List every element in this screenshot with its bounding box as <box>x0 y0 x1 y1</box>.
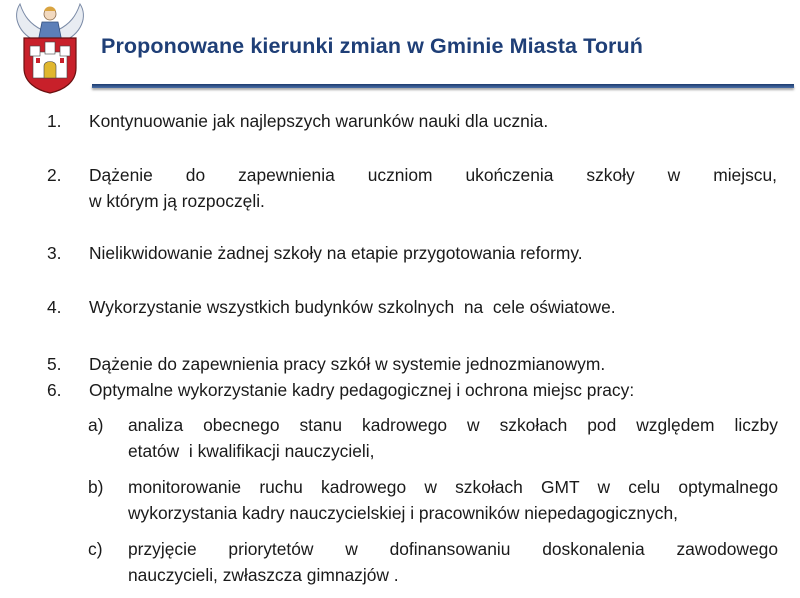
sub-item-text-line-2: nauczycieli, zwłaszcza gimnazjów . <box>128 565 399 585</box>
list-item-text: Optymalne wykorzystanie kadry pedagogicznej i ochrona miejsc pracy: <box>89 380 635 400</box>
torun-crest-logo <box>8 2 92 94</box>
list-item-number: 5. <box>47 354 62 374</box>
list-item-text: Kontynuowanie jak najlepszych warunków nauki dla ucznia. <box>89 111 549 131</box>
list-item-text: Wykorzystanie wszystkich budynków szkolnych na cele oświatowe. <box>89 297 616 317</box>
list-item-number: 3. <box>47 243 62 263</box>
list-item-number: 6. <box>47 380 62 400</box>
sub-item-text-line-1: przyjęcie priorytetów w dofinansowaniu doskonalenia zawodowego <box>128 539 778 559</box>
sub-item-text-line-1: analiza obecnego stanu kadrowego w szkołach pod względem liczby <box>128 415 778 435</box>
sub-item-letter: b) <box>88 477 104 497</box>
list-item-number: 2. <box>47 165 62 185</box>
slide-title: Proponowane kierunki zmian w Gminie Miasta Toruń <box>101 34 643 58</box>
sub-item-letter: a) <box>88 415 104 435</box>
angel-wing-right-icon <box>58 4 83 42</box>
list-item-text-line-2: w którym ją rozpoczęli. <box>89 191 265 211</box>
sub-item-text-line-1: monitorowanie ruchu kadrowego w szkołach GMT w celu optymalnego <box>128 477 778 497</box>
title-underline <box>92 84 794 88</box>
list-item-text: Nielikwidowanie żadnej szkoły na etapie przygotowania reformy. <box>89 243 583 263</box>
sub-item-text-line-2: etatów i kwalifikacji nauczycieli, <box>128 441 375 461</box>
sub-item-letter: c) <box>88 539 103 559</box>
sub-item-text-line-2: wykorzystania kadry nauczycielskiej i pracowników niepedagogicznych, <box>128 503 678 523</box>
list-item-text: Dążenie do zapewnienia pracy szkół w systemie jednozmianowym. <box>89 354 606 374</box>
list-item-text-line-1: Dążenie do zapewnienia uczniom ukończenia szkoły w miejscu, <box>89 165 777 185</box>
angel-wing-left-icon <box>17 4 42 42</box>
list-item-number: 1. <box>47 111 62 131</box>
list-item-number: 4. <box>47 297 62 317</box>
